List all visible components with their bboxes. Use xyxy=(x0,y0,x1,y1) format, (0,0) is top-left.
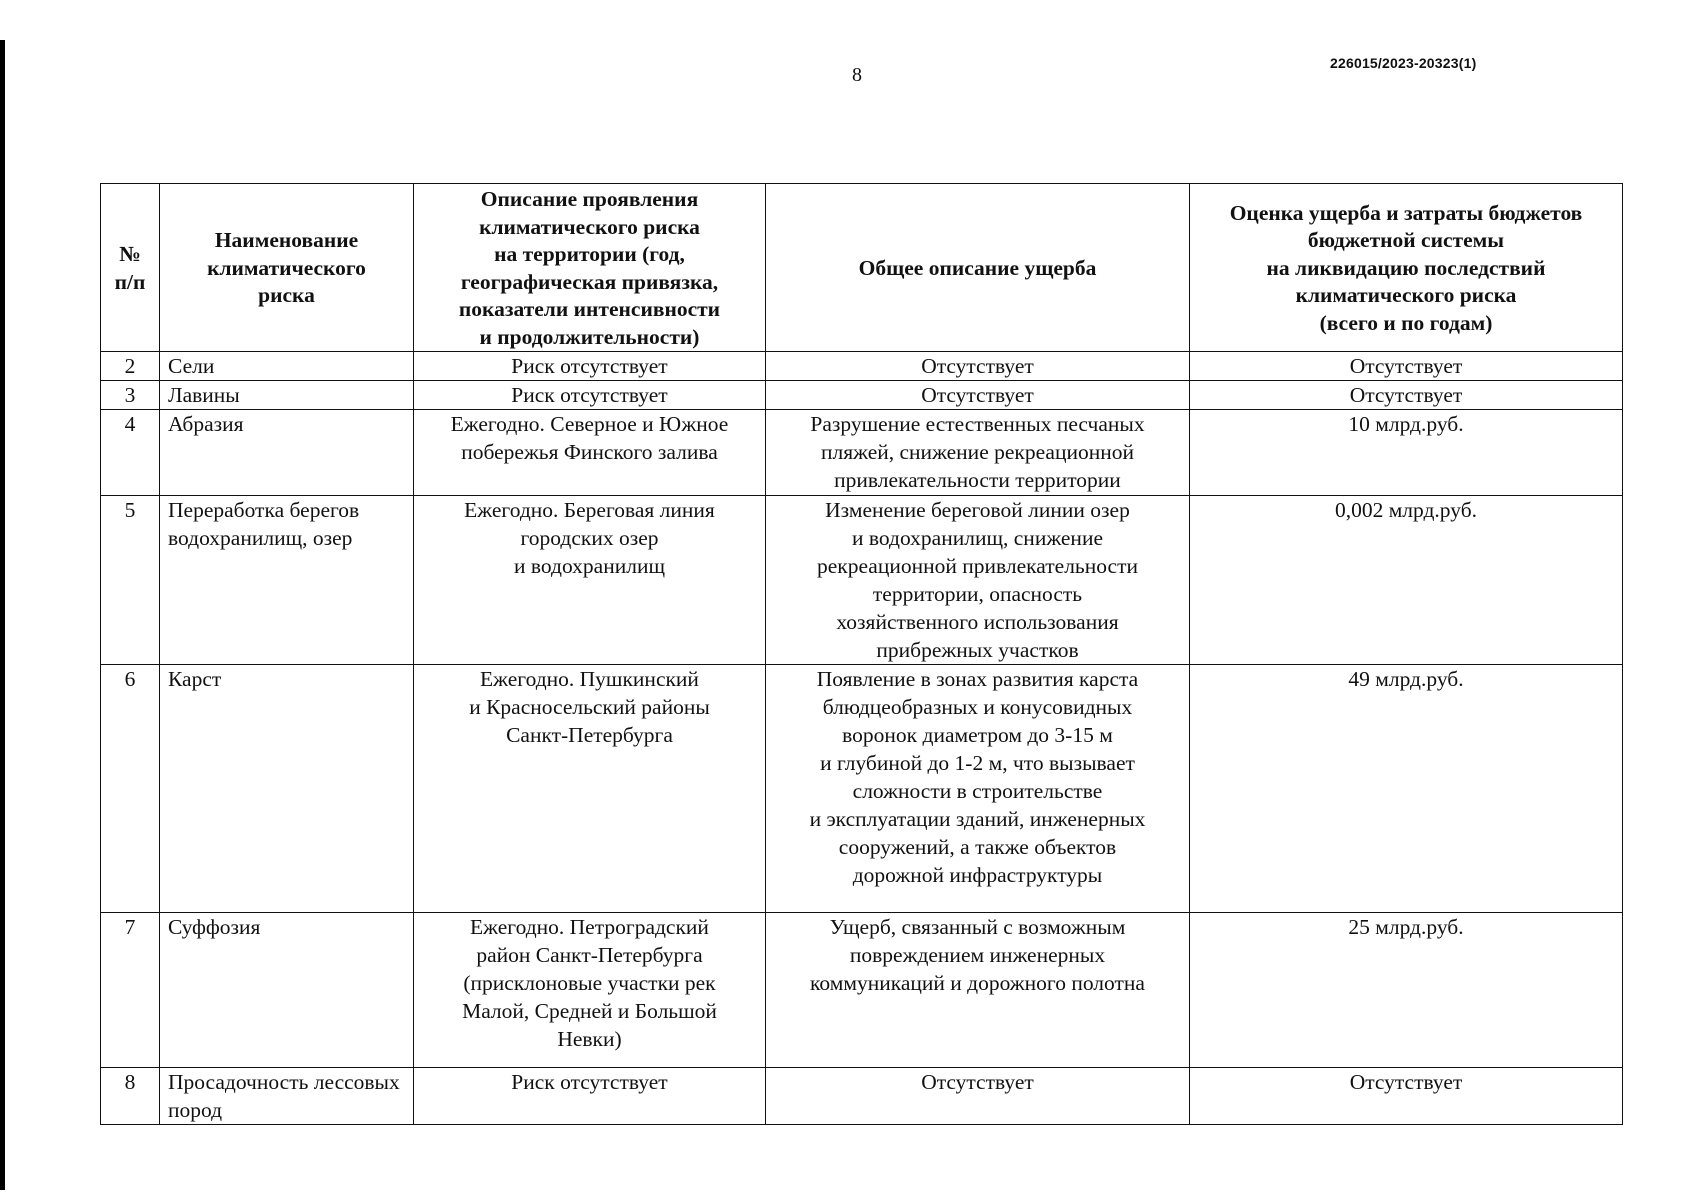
damage-description: Появление в зонах развития карста блюдцеобразных и конусовидных воронок диаметром до 3-15 м и глубиной до 1-2 м, что вызывает сложности в строительстве и эксплуатации зданий, инженерных сооружений, а также объектов дорожной инфраструктуры xyxy=(766,665,1190,913)
risk-name: Сели xyxy=(160,352,414,381)
risk-manifestation: Риск отсутствует xyxy=(414,1068,766,1125)
risk-manifestation: Ежегодно. Пушкинский и Красносельский районы Санкт-Петербурга xyxy=(414,665,766,913)
table-row xyxy=(101,1068,1623,1125)
table-row xyxy=(101,496,1623,665)
column-header-damage: Общее описание ущерба xyxy=(766,184,1190,352)
column-header-risk-name: Наименование климатического риска xyxy=(160,184,414,352)
damage-description: Ущерб, связанный с возможным повреждением инженерных коммуникаций и дорожного полотна xyxy=(766,913,1190,1068)
risk-manifestation: Ежегодно. Береговая линия городских озер и водохранилищ xyxy=(414,496,766,665)
document-id: 226015/2023-20323(1) xyxy=(1330,55,1477,71)
damage-cost: 49 млрд.руб. xyxy=(1190,665,1623,913)
table-row xyxy=(101,381,1623,410)
risk-name: Просадочность лессовых пород xyxy=(160,1068,414,1125)
risk-manifestation: Риск отсутствует xyxy=(414,381,766,410)
damage-description: Изменение береговой линии озер и водохранилищ, снижение рекреационной привлекательности территории, опасность хозяйственного использования прибрежных участков xyxy=(766,496,1190,665)
row-number: 7 xyxy=(101,913,160,1068)
risk-name: Карст xyxy=(160,665,414,913)
damage-description: Отсутствует xyxy=(766,352,1190,381)
scan-edge-mark xyxy=(0,40,5,1190)
risk-manifestation: Ежегодно. Северное и Южное побережья Финского залива xyxy=(414,410,766,496)
damage-cost: Отсутствует xyxy=(1190,381,1623,410)
damage-description: Отсутствует xyxy=(766,1068,1190,1125)
page-number: 8 xyxy=(852,64,862,86)
column-header-manifestation: Описание проявления климатического риска на территории (год, географическая привязка, показатели интенсивности и продолжительности) xyxy=(414,184,766,352)
risk-manifestation: Риск отсутствует xyxy=(414,352,766,381)
risk-name: Абразия xyxy=(160,410,414,496)
row-number: 5 xyxy=(101,496,160,665)
table-row xyxy=(101,410,1623,496)
climate-risk-table xyxy=(100,183,1623,1125)
risk-name: Суффозия xyxy=(160,913,414,1068)
row-number: 8 xyxy=(101,1068,160,1125)
column-header-number: № п/п xyxy=(101,184,160,352)
table-row xyxy=(101,913,1623,1068)
table-row xyxy=(101,352,1623,381)
column-header-cost: Оценка ущерба и затраты бюджетов бюджетной системы на ликвидацию последствий климатического риска (всего и по годам) xyxy=(1190,184,1623,352)
damage-cost: 0,002 млрд.руб. xyxy=(1190,496,1623,665)
risk-name: Переработка берегов водохранилищ, озер xyxy=(160,496,414,665)
damage-cost: 25 млрд.руб. xyxy=(1190,913,1623,1068)
risk-manifestation: Ежегодно. Петроградский район Санкт-Петербурга (присклоновые участки рек Малой, Средней и Большой Невки) xyxy=(414,913,766,1068)
damage-description: Разрушение естественных песчаных пляжей, снижение рекреационной привлекательности территории xyxy=(766,410,1190,496)
table-row xyxy=(101,665,1623,913)
row-number: 2 xyxy=(101,352,160,381)
row-number: 3 xyxy=(101,381,160,410)
row-number: 4 xyxy=(101,410,160,496)
damage-cost: Отсутствует xyxy=(1190,1068,1623,1125)
risk-name: Лавины xyxy=(160,381,414,410)
damage-cost: 10 млрд.руб. xyxy=(1190,410,1623,496)
table-header-row xyxy=(101,184,1623,352)
row-number: 6 xyxy=(101,665,160,913)
damage-description: Отсутствует xyxy=(766,381,1190,410)
damage-cost: Отсутствует xyxy=(1190,352,1623,381)
